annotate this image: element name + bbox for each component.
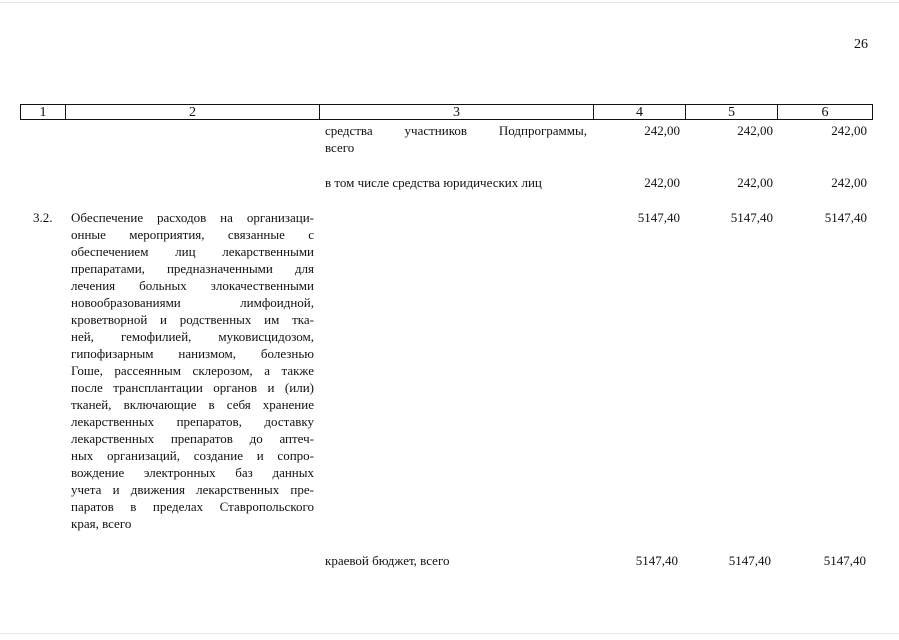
row1-col3-text [325,122,587,156]
row1-col6-value: 242,00 [831,123,867,138]
row1-col4-value: 242,00 [644,123,680,138]
row3-col2-line: препаратами, предназначенными для [71,261,314,276]
row1-col3-line-2: всего [325,140,355,155]
row3-col2-line: вождение электронных баз данных [71,465,314,480]
row4-col3-text: краевой бюджет, всего [325,553,450,568]
header-cell-3: 3 [320,105,594,119]
row4-col4-value: 5147,40 [635,553,678,568]
row3-col2-line: ных организаций, создание и сопро- [71,448,314,463]
row3-col2-line: обеспечением лиц лекарственными [71,244,314,259]
row3-item-number: 3.2. [33,210,53,225]
row3-col2-line: тканей, включающие в себя хранение [71,397,314,412]
row4-col6-value: 5147,40 [823,553,866,568]
row2-col4-value: 242,00 [644,175,680,190]
row3-col2-line: лекарственных препаратов, доставку [71,414,314,429]
header-cell-2: 2 [66,105,320,119]
row3-col4-value: 5147,40 [637,210,680,225]
row3-col2-line: гипофизарным нанизмом, болезнью [71,346,314,361]
row3-col5-value: 5147,40 [730,210,773,225]
row2-col5-value: 242,00 [737,175,773,190]
page-number: 26 [854,37,868,52]
row1-col3-line-1: средства участников Подпрограммы, [325,123,587,138]
row2-col6-value: 242,00 [831,175,867,190]
table-header-row [20,104,873,120]
scan-edge-top [0,2,899,3]
row3-col2-line: кроветворной и родственных им тка- [71,312,314,327]
row3-col2-line: лекарственных препаратов до аптеч- [71,431,314,446]
row3-col2-line: Обеспечение расходов на организаци- [71,210,314,225]
row3-col2-line: учета и движения лекарственных пре- [71,482,314,497]
header-cell-4: 4 [594,105,686,119]
row3-col2-line: новообразованиями лимфоидной, [71,295,314,310]
scan-edge-bottom [0,633,899,634]
header-cell-6: 6 [821,105,829,120]
row3-col2-line: паратов в пределах Ставропольского [71,499,314,514]
row3-col2-line: края, всего [71,516,132,531]
row3-col6-value: 5147,40 [824,210,867,225]
header-cell-1: 1 [21,105,66,119]
row3-col2-text [71,209,314,532]
row2-col3-text: в том числе средства юридических лиц [325,175,542,190]
header-cell-5: 5 [686,105,778,119]
row3-col2-line: онные мероприятия, связанные с [71,227,314,242]
row3-col2-line: после трансплантации органов и (или) [71,380,314,395]
row3-col2-line: лечения больных злокачественными [71,278,314,293]
row3-col2-line: Гоше, рассеянным склерозом, а также [71,363,314,378]
row1-col5-value: 242,00 [737,123,773,138]
row3-col2-line: ней, гемофилией, муковисцидозом, [71,329,314,344]
row4-col5-value: 5147,40 [728,553,771,568]
